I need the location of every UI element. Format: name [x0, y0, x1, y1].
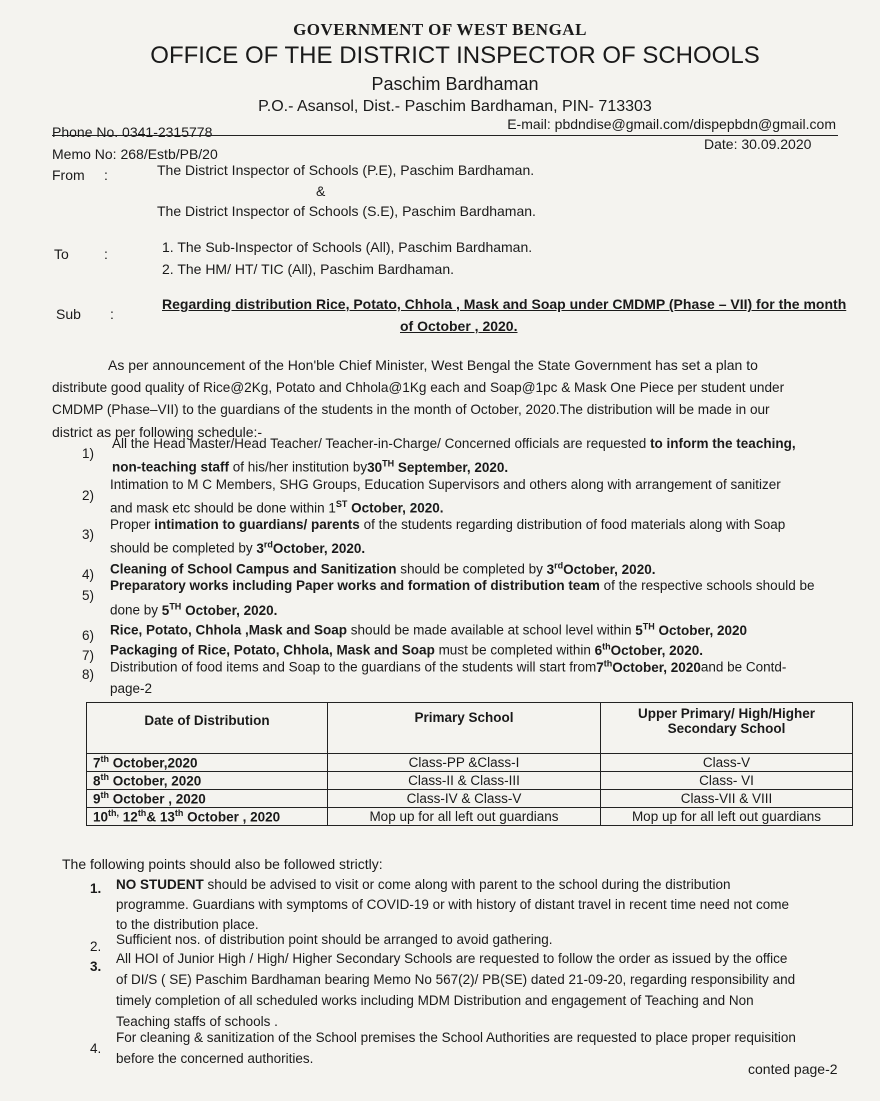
point-number: 4.: [90, 1041, 102, 1056]
intro-line-3: CMDMP (Phase–VII) to the guardians of the students in the month of October, 2020.The distribution will be made in our: [52, 402, 770, 417]
cell-primary: Class-IV & Class-V: [328, 790, 601, 808]
header-upper-line-2: Secondary School: [667, 721, 786, 736]
schedule-item-7-line-1: Packaging of Rice, Potato, Chhola, Mask and Soap must be completed within 6thOctober, 2020.: [110, 641, 703, 658]
schedule-item-number: 4): [82, 567, 95, 582]
point-4-line-2: before the concerned authorities.: [116, 1051, 314, 1066]
phone-number: Phone No. 0341-2315778: [52, 124, 213, 140]
schedule-item-number: 3): [82, 527, 95, 542]
point-number: 3.: [90, 959, 102, 974]
table-header-row: [87, 703, 853, 754]
from-colon: :: [104, 167, 108, 183]
memo-number: Memo No: 268/Estb/PB/20: [52, 146, 218, 162]
point-1-line-1: NO STUDENT should be advised to visit or come along with parent to the school during the distribution: [116, 877, 731, 892]
office-address: P.O.- Asansol, Dist.- Paschim Bardhaman, PIN- 713303: [258, 98, 652, 115]
subject-line-1: Regarding distribution Rice, Potato, Chhola , Mask and Soap under CMDMP (Phase – VII) for the month: [162, 296, 847, 312]
schedule-item-number: 1): [82, 446, 95, 461]
schedule-item-2-line-1: Intimation to M C Members, SHG Groups, Education Supervisors and others along with arrangement of sanitizer: [110, 477, 781, 492]
schedule-item-number: 7): [82, 648, 95, 663]
header-primary: Primary School: [328, 703, 601, 754]
cell-date: 9th October , 2020: [87, 790, 328, 808]
point-2-line-1: Sufficient nos. of distribution point should be arranged to avoid gathering.: [116, 932, 553, 947]
intro-line-1: As per announcement of the Hon'ble Chief Minister, West Bengal the State Government has set a plan to: [108, 357, 758, 373]
point-number: 2.: [90, 939, 102, 954]
schedule-item-number: 6): [82, 628, 95, 643]
cell-upper: Mop up for all left out guardians: [601, 808, 853, 826]
intro-line-2: distribute good quality of Rice@2Kg, Potato and Chhola@1Kg each and Soap@1pc & Mask One Piece per student under: [52, 380, 785, 395]
schedule-item-number: 2): [82, 488, 95, 503]
table-row: [87, 772, 853, 790]
point-3-line-4: Teaching staffs of schools .: [116, 1014, 278, 1029]
point-3-line-3: timely completion of all scheduled works including MDM Distribution and engagement of Teaching and Non: [116, 993, 754, 1008]
distribution-schedule-table: [86, 702, 853, 826]
points-intro: The following points should also be followed strictly:: [62, 856, 383, 872]
schedule-item-8-line-2: page-2: [110, 681, 153, 696]
schedule-item-5-line-2: done by 5TH October, 2020.: [110, 601, 278, 618]
office-title: OFFICE OF THE DISTRICT INSPECTOR OF SCHOOLS: [150, 42, 760, 69]
cell-primary: Class-PP &Class-I: [328, 754, 601, 772]
header-upper-line-1: Upper Primary/ High/Higher: [637, 706, 816, 721]
cell-upper: Class-V: [601, 754, 853, 772]
from-line-2: The District Inspector of Schools (S.E), Paschim Bardhaman.: [157, 203, 536, 219]
from-line-1: The District Inspector of Schools (P.E), Paschim Bardhaman.: [157, 162, 535, 178]
point-number: 1.: [90, 881, 102, 896]
district-name: Paschim Bardhaman: [371, 74, 539, 94]
schedule-item-3-line-2: should be completed by 3rdOctober, 2020.: [110, 539, 366, 556]
schedule-item-8-line-1: Distribution of food items and Soap to the guardians of the students will start from7thOctober, 2020and be Contd-: [110, 658, 787, 675]
schedule-item-1-line-2: non-teaching staff of his/her institution by30TH September, 2020.: [112, 458, 509, 475]
point-1-line-3: to the distribution place.: [116, 917, 259, 932]
cell-date: 8th October, 2020: [87, 772, 328, 790]
point-3-line-2: of DI/S ( SE) Paschim Bardhaman bearing Memo No 567(2)/ PB(SE) dated 21-09-20, regarding responsibility and: [116, 972, 796, 987]
table-row: [87, 754, 853, 772]
point-1-line-2: programme. Guardians with symptoms of COVID-19 or with history of distant travel in recent time need not come: [116, 897, 790, 912]
point-4-line-1: For cleaning & sanitization of the School premises the School Authorities are requested to place proper requisition: [116, 1030, 796, 1045]
schedule-item-number: 8): [82, 667, 95, 682]
intro-line-4: district as per following schedule:-: [52, 424, 263, 440]
header-upper: [601, 703, 853, 754]
schedule-item-5-line-1: Preparatory works including Paper works and formation of distribution team of the respective schools should be: [110, 578, 815, 593]
to-colon: :: [104, 246, 108, 262]
email-address: E-mail: pbdndise@gmail.com/dispepbdn@gmail.com: [507, 116, 836, 132]
point-3-line-1: All HOI of Junior High / High/ Higher Secondary Schools are requested to follow the order as issued by the office: [116, 951, 788, 966]
cell-primary: Mop up for all left out guardians: [328, 808, 601, 826]
schedule-item-4-line-1: Cleaning of School Campus and Sanitization should be completed by 3rdOctober, 2020.: [110, 560, 656, 577]
schedule-item-6-line-1: Rice, Potato, Chhola ,Mask and Soap should be made available at school level within 5TH October, 2020: [110, 621, 748, 638]
to-label: To: [54, 246, 69, 262]
memo-date: Date: 30.09.2020: [704, 136, 812, 152]
from-ampersand: &: [316, 183, 326, 199]
schedule-item-1-line-1: All the Head Master/Head Teacher/ Teacher-in-Charge/ Concerned officials are requested to inform the teaching,: [112, 436, 796, 451]
continued-note: conted page-2: [748, 1061, 838, 1077]
subject-line-2: of October , 2020.: [400, 318, 518, 334]
table-row: [87, 808, 853, 826]
cell-upper: Class-VII & VIII: [601, 790, 853, 808]
cell-upper: Class- VI: [601, 772, 853, 790]
subject-colon: :: [110, 306, 114, 322]
from-label: From: [52, 167, 85, 183]
cell-date: 7th October,2020: [87, 754, 328, 772]
cell-primary: Class-II & Class-III: [328, 772, 601, 790]
to-line-1: 1. The Sub-Inspector of Schools (All), Paschim Bardhaman.: [162, 239, 533, 255]
government-heading: GOVERNMENT OF WEST BENGAL: [293, 20, 587, 39]
table-row: [87, 790, 853, 808]
schedule-item-2-line-2: and mask etc should be done within 1ST October, 2020.: [110, 499, 444, 516]
schedule-item-3-line-1: Proper intimation to guardians/ parents of the students regarding distribution of food materials along with Soap: [110, 517, 786, 532]
header-date: Date of Distribution: [87, 703, 328, 754]
subject-label: Sub: [56, 306, 81, 322]
schedule-item-number: 5): [82, 588, 95, 603]
to-line-2: 2. The HM/ HT/ TIC (All), Paschim Bardhaman.: [162, 261, 455, 277]
cell-date: $10^{th,}$ 12th& 13th October , 2020: [87, 808, 328, 826]
